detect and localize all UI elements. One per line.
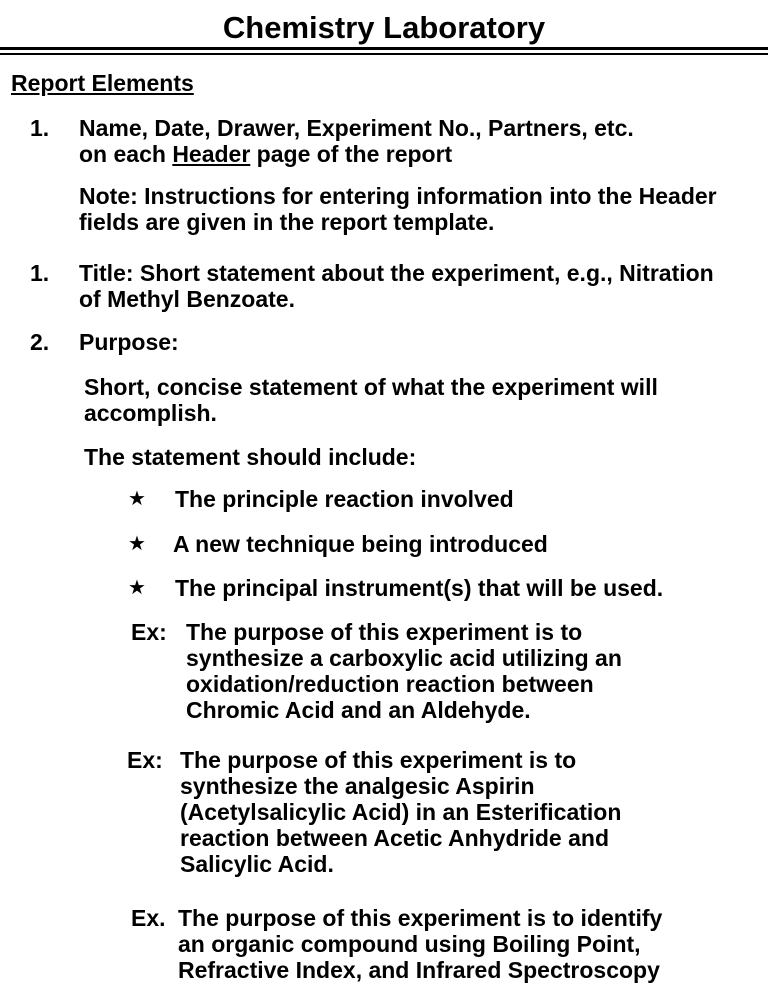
- title-divider-thick: [0, 47, 768, 50]
- purpose-description: Short, concise statement of what the experiment will accomplish.: [84, 374, 658, 426]
- item-text: [79, 115, 759, 167]
- example-text: The purpose of this experiment is to identify an organic compound using Boiling Point, Refractive Index, and Infrared Spectroscopy: [178, 905, 663, 983]
- item-number: 1.: [30, 115, 50, 141]
- example-text: The purpose of this experiment is to synthesize the analgesic Aspirin (Acetylsalicylic Acid) in an Esterification reaction between Acetic Anhydride and Salicylic Acid.: [180, 747, 622, 877]
- star-icon: ★: [128, 533, 146, 555]
- title-divider-thin: [0, 53, 768, 55]
- bullet-text: The principal instrument(s) that will be used.: [175, 575, 664, 601]
- bullet-text: A new technique being introduced: [173, 531, 548, 557]
- item-number: 1.: [30, 260, 50, 286]
- header-underlined-word: Header: [172, 141, 251, 167]
- item-line: Name, Date, Drawer, Experiment No., Partners, etc.: [79, 115, 634, 141]
- purpose-include-intro: The statement should include:: [84, 444, 417, 470]
- bullet-text: The principle reaction involved: [175, 486, 514, 512]
- star-icon: ★: [128, 488, 146, 510]
- note-text: Note: Instructions for entering information into the Header fields are given in the report template.: [79, 183, 717, 235]
- page-title: Chemistry Laboratory: [222, 10, 546, 45]
- example-label: Ex:: [131, 619, 167, 645]
- item-line: on each Header page of the report: [79, 141, 453, 167]
- example-label: Ex.: [131, 905, 166, 931]
- item-text: Purpose:: [79, 329, 179, 355]
- example-label: Ex:: [127, 747, 163, 773]
- item-text: Title: Short statement about the experiment, e.g., Nitration of Methyl Benzoate.: [79, 260, 714, 312]
- star-icon: ★: [128, 577, 146, 599]
- example-text: The purpose of this experiment is to synthesize a carboxylic acid utilizing an oxidation/reduction reaction between Chromic Acid and an Aldehyde.: [186, 619, 622, 723]
- section-heading: Report Elements: [11, 70, 194, 96]
- item-number: 2.: [30, 329, 50, 355]
